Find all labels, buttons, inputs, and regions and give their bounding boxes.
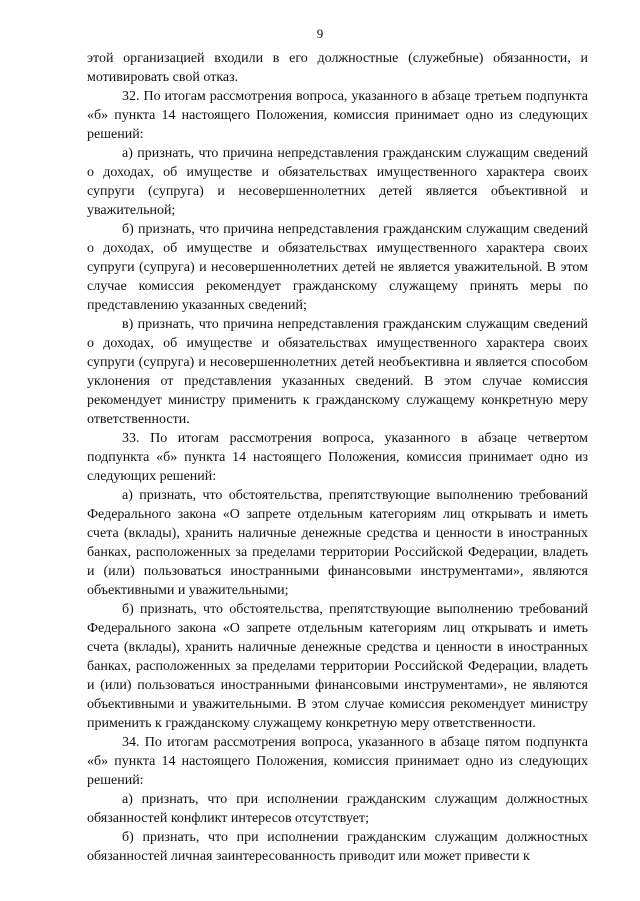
paragraph-continuation: этой организацией входили в его должностные (служебные) обязанности, и мотивировать свой отказ. bbox=[87, 51, 588, 85]
paragraph-item-34a: а) признать, что при исполнении гражданским служащим должностных обязанностей конфликт интересов отсутствует; bbox=[87, 792, 588, 826]
document-body bbox=[87, 49, 588, 866]
paragraph-item-33a: а) признать, что обстоятельства, препятствующие выполнению требований Федерального закона «О запрете отдельным категориям лиц открывать и иметь счета (вклады), хранить наличные денежные средства и ценности в иностранных банках, расположенных за пределами территории Российской Федерации, владеть и (или) пользоваться иностранными финансовыми инструментами», являются объективными и уважительными; bbox=[87, 488, 588, 598]
paragraph-item-34b: б) признать, что при исполнении гражданским служащим должностных обязанностей личная заинтересованность приводит или может привести к bbox=[87, 830, 588, 864]
paragraph-item-32v: в) признать, что причина непредставления гражданским служащим сведений о доходах, об имуществе и обязательствах имущественного характера своих супруги (супруга) и несовершеннолетних детей необъективна и является способом уклонения от представления указанных сведений. В этом случае комиссия рекомендует министру применить к гражданскому служащему конкретную меру ответственности. bbox=[87, 317, 588, 427]
paragraph-item-33: 33. По итогам рассмотрения вопроса, указанного в абзаце четвертом подпункта «б» пункта 14 настоящего Положения, комиссия принимает одно из следующих решений: bbox=[87, 431, 588, 484]
paragraph-item-33b: б) признать, что обстоятельства, препятствующие выполнению требований Федерального закона «О запрете отдельным категориям лиц открывать и иметь счета (вклады), хранить наличные денежные средства и ценности в иностранных банках, расположенных за пределами территории Российской Федерации, владеть и (или) пользоваться иностранными финансовыми инструментами», не являются объективными и уважительными. В этом случае комиссия рекомендует министру применить к гражданскому служащему конкретную меру ответственности. bbox=[87, 602, 588, 731]
paragraph-item-34: 34. По итогам рассмотрения вопроса, указанного в абзаце пятом подпункта «б» пункта 14 настоящего Положения, комиссия принимает одно из следующих решений: bbox=[87, 735, 588, 788]
paragraph-item-32a: а) признать, что причина непредставления гражданским служащим сведений о доходах, об имуществе и обязательствах имущественного характера своих супруги (супруга) и несовершеннолетних детей является объективной и уважительной; bbox=[87, 146, 588, 218]
paragraph-item-32b: б) признать, что причина непредставления гражданским служащим сведений о доходах, об имуществе и обязательствах имущественного характера своих супруги (супруга) и несовершеннолетних детей не является уважительной. В этом случае комиссия рекомендует гражданскому служащему принять меры по представлению указанных сведений; bbox=[87, 222, 588, 313]
paragraph-item-32: 32. По итогам рассмотрения вопроса, указанного в абзаце третьем подпункта «б» пункта 14 настоящего Положения, комиссия принимает одно из следующих решений: bbox=[87, 89, 588, 142]
page-number: 9 bbox=[316, 26, 324, 41]
